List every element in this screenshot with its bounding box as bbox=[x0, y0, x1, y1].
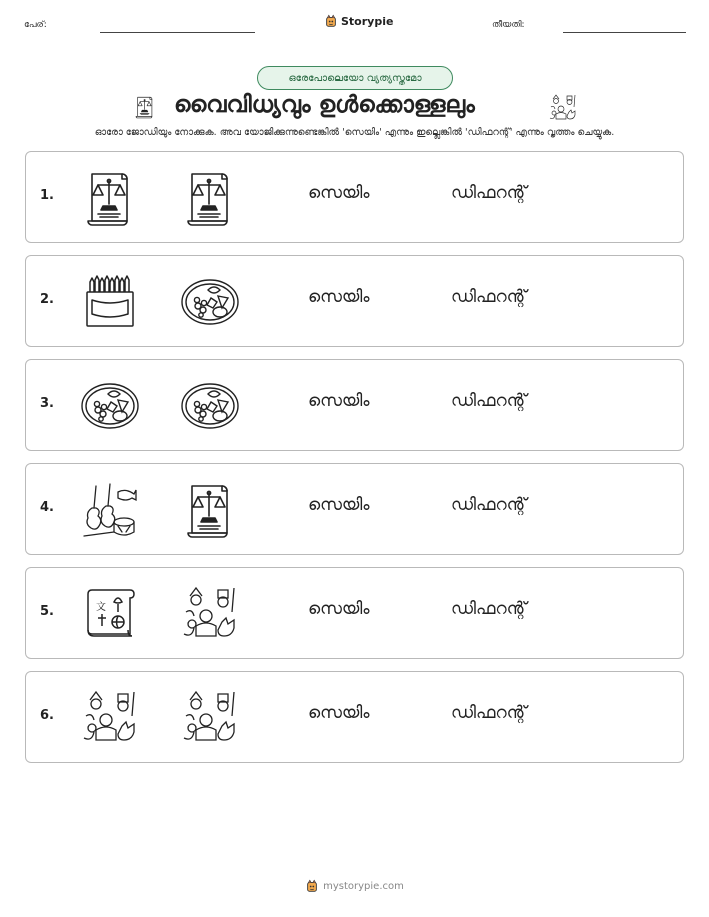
question-number: 1. bbox=[40, 188, 54, 203]
justice-document-icon bbox=[132, 94, 158, 120]
name-line[interactable] bbox=[100, 32, 255, 33]
storypie-logo-icon bbox=[305, 879, 319, 893]
question-number: 4. bbox=[40, 500, 54, 515]
food-plate-icon bbox=[78, 374, 142, 438]
brand-name: Storypie bbox=[341, 14, 394, 28]
culture-scroll-icon bbox=[78, 582, 142, 646]
different-option[interactable]: ഡിഫറന്റ് bbox=[451, 599, 527, 619]
diverse-people-icon bbox=[78, 686, 142, 750]
question-number: 6. bbox=[40, 708, 54, 723]
justice-document-icon bbox=[178, 166, 242, 230]
footer-site[interactable]: mystorypie.com bbox=[323, 880, 404, 892]
activity-badge: ഒരേപോലെയോ വ്യത്യസ്തമോ bbox=[257, 66, 453, 90]
title-row bbox=[0, 92, 709, 122]
name-label: പേര്: bbox=[24, 20, 47, 30]
question-row bbox=[25, 463, 684, 555]
question-row bbox=[25, 151, 684, 243]
justice-document-icon bbox=[78, 166, 142, 230]
crayon-box-icon bbox=[78, 270, 142, 334]
diverse-people-icon bbox=[178, 686, 242, 750]
footer bbox=[0, 879, 709, 893]
food-plate-icon bbox=[178, 374, 242, 438]
question-row bbox=[25, 567, 684, 659]
different-option[interactable]: ഡിഫറന്റ് bbox=[451, 391, 527, 411]
question-number: 5. bbox=[40, 604, 54, 619]
food-plate-icon bbox=[178, 270, 242, 334]
brand bbox=[324, 14, 393, 28]
different-option[interactable]: ഡിഫറന്റ് bbox=[451, 287, 527, 307]
instructions: ഓരോ ജോഡിയും നോക്കുക. അവ യോജിക്കുന്നുണ്ടെങ്കിൽ 'സെയിം' എന്നും ഇല്ലെങ്കിൽ 'ഡിഫറന്റ്' എന്നും വൃത്തം ചെയ്യുക. bbox=[94, 127, 615, 138]
same-option[interactable]: സെയിം bbox=[308, 599, 370, 619]
question-row bbox=[25, 359, 684, 451]
musical-instruments-icon bbox=[78, 478, 142, 542]
justice-document-icon bbox=[178, 478, 242, 542]
date-line[interactable] bbox=[563, 32, 686, 33]
question-row bbox=[25, 671, 684, 763]
diverse-people-icon bbox=[547, 92, 579, 124]
page-title: വൈവിധ്യവും ഉൾക്കൊള്ളലും bbox=[174, 92, 475, 118]
diverse-people-icon bbox=[178, 582, 242, 646]
date-label: തീയതി: bbox=[492, 20, 525, 30]
different-option[interactable]: ഡിഫറന്റ് bbox=[451, 183, 527, 203]
question-number: 2. bbox=[40, 292, 54, 307]
different-option[interactable]: ഡിഫറന്റ് bbox=[451, 495, 527, 515]
same-option[interactable]: സെയിം bbox=[308, 183, 370, 203]
question-row bbox=[25, 255, 684, 347]
different-option[interactable]: ഡിഫറന്റ് bbox=[451, 703, 527, 723]
worksheet-header bbox=[0, 14, 709, 38]
same-option[interactable]: സെയിം bbox=[308, 703, 370, 723]
storypie-logo-icon bbox=[324, 14, 338, 28]
same-option[interactable]: സെയിം bbox=[308, 287, 370, 307]
question-number: 3. bbox=[40, 396, 54, 411]
same-option[interactable]: സെയിം bbox=[308, 495, 370, 515]
same-option[interactable]: സെയിം bbox=[308, 391, 370, 411]
